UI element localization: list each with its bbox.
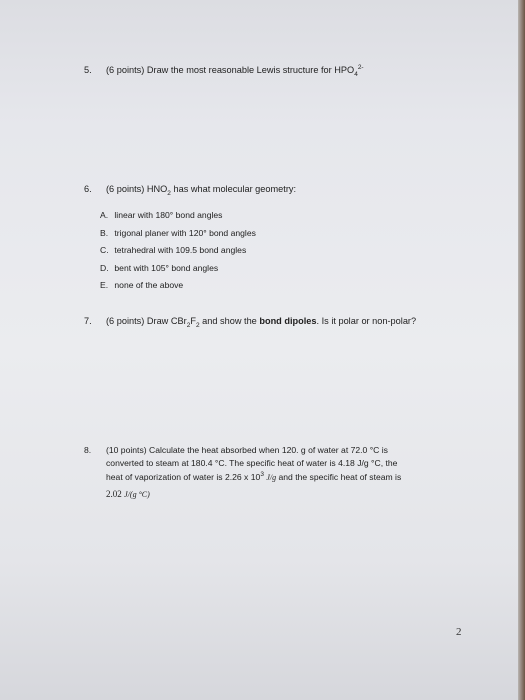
question-text: HNO [146,184,168,194]
exponent: 3 [260,471,264,478]
question-number: 8. [84,445,92,455]
option-e [100,280,256,298]
formula-subscript: 2 [195,321,200,329]
question-8 [84,444,454,502]
question-line-4 [84,488,454,502]
formula-charge: 2- [357,64,364,71]
question-text: Draw the most reasonable Lewis structure for HPO [146,65,355,76]
question-number: 6. [84,184,92,194]
formula-subscript: 4 [354,70,358,78]
option-letter: D. [100,262,109,273]
question-points: (6 points) [106,65,145,76]
option-text: linear with 180° bond angles [114,210,223,220]
option-text: trigonal planer with 120° bond angles [114,227,256,238]
option-letter: B. [100,227,109,238]
question-6 [84,184,296,198]
question-text-tail: . Is it polar or non-polar? [316,316,417,326]
unit-fraction: J/g [266,472,277,482]
option-b [100,228,256,246]
option-a [100,210,256,228]
page-edge [518,0,525,700]
question-text: Calculate the heat absorbed when 120. g of water at 72.0 °C is [149,445,388,455]
formula-subscript: 2 [167,189,171,197]
option-d [100,263,256,281]
question-line-3 [84,469,454,484]
formula-element: F [190,316,196,326]
question-text-tail: has what molecular geometry: [170,184,297,194]
bold-term: bond dipoles [259,316,317,326]
question-number: 7. [84,316,92,326]
option-c [100,245,256,263]
option-letter: C. [100,245,109,256]
question-text: heat of vaporization of water is 2.26 x 10 [106,471,261,482]
option-text: bent with 105° bond angles [114,262,219,273]
question-text-mid: and show the [199,316,260,326]
question-text-tail: and the specific heat of steam is [276,471,402,482]
question-7 [84,316,416,330]
question-line-2: converted to steam at 180.4 °C. The specific heat of water is 4.18 J/g °C, the [106,457,398,468]
page-number: 2 [456,626,462,638]
answer-options [100,210,256,298]
option-text: none of the above [114,280,184,291]
question-5 [84,64,364,79]
option-text: tetrahedral with 109.5 bond angles [114,245,247,256]
option-letter: A. [100,210,109,220]
numeric-value: 2.02 [106,489,122,500]
unit-fraction: J/(g °C) [124,490,150,500]
formula-subscript: 2 [186,321,191,329]
question-text: Draw CBr [146,316,187,326]
question-points: (10 points) [106,445,147,455]
question-line-1 [84,444,454,457]
question-points: (6 points) [106,316,145,326]
question-number: 5. [84,65,92,76]
option-letter: E. [100,280,109,291]
question-points: (6 points) [106,184,145,194]
